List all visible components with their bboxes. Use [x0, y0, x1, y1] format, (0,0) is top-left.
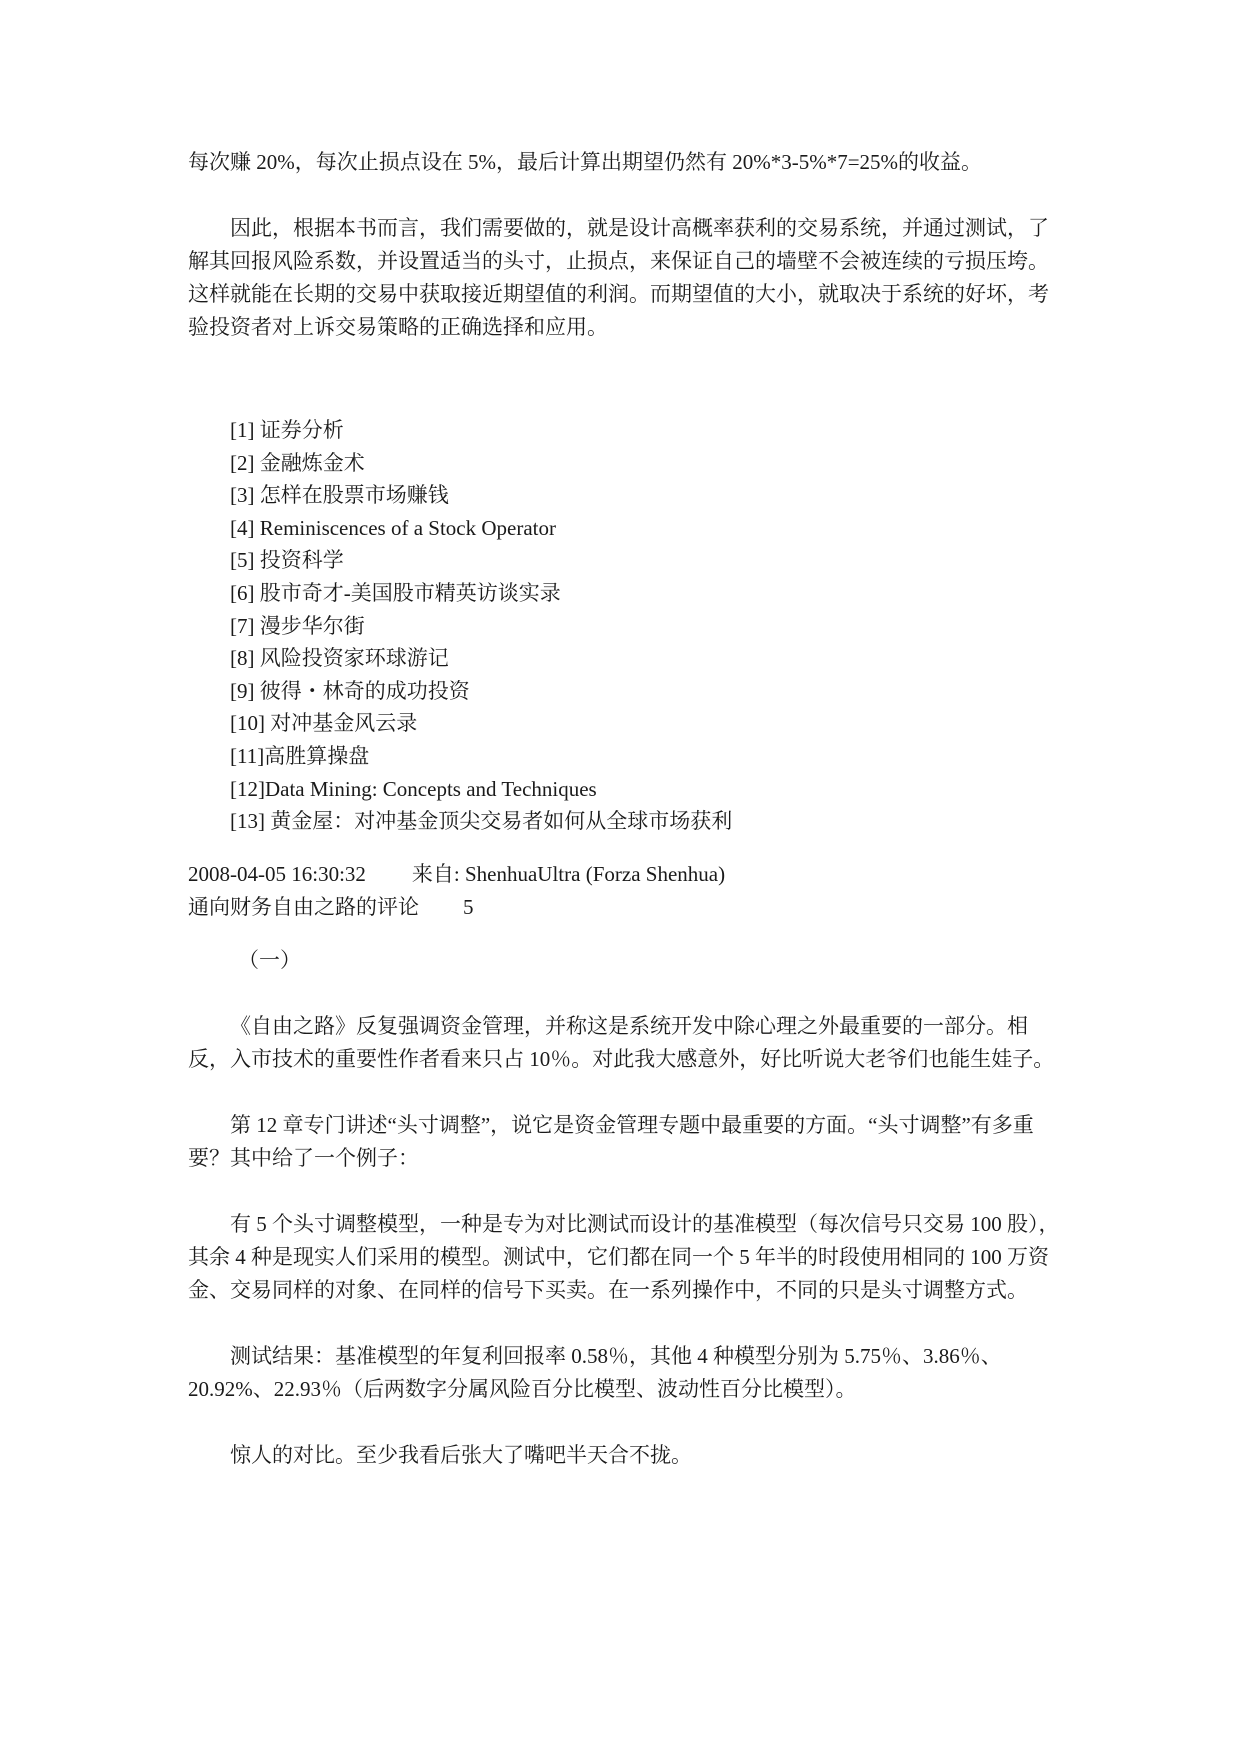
spacer	[188, 1307, 1060, 1340]
reference-item: [6] 股市奇才-美国股市精英访谈实录	[230, 580, 561, 605]
comment-title: 通向财务自由之路的评论	[188, 894, 419, 919]
section-heading: （一）	[238, 947, 301, 972]
spacer	[188, 977, 1060, 1010]
reference-item: [12]Data Mining: Concepts and Techniques	[230, 776, 597, 801]
comment-paragraph: 《自由之路》反复强调资金管理，并称这是系统开发中除心理之外最重要的一部分。相反，入市技术的重要性作者看来只占 10％。对此我大感意外，好比听说大老爷们也能生娃子。	[188, 1013, 1055, 1071]
spacer	[188, 838, 1060, 858]
spacer	[188, 924, 1060, 944]
spacer	[188, 179, 1060, 212]
spacer	[188, 344, 1060, 414]
reference-item: [4] Reminiscences of a Stock Operator	[230, 515, 556, 540]
intro-paragraph: 因此，根据本书而言，我们需要做的，就是设计高概率获利的交易系统，并通过测试，了解其回报风险系数，并设置适当的头寸，止损点，来保证自己的墙壁不会被连续的亏损压垮。这样就能在长期的交易中获取接近期望值的利润。而期望值的大小，就取决于系统的好坏，考验投资者对上诉交易策略的正确选择和应用。	[188, 216, 1049, 339]
reference-item: [3] 怎样在股票市场赚钱	[230, 483, 449, 508]
reference-item: [7] 漫步华尔街	[230, 613, 365, 638]
comment-timestamp: 2008-04-05 16:30:32	[188, 861, 366, 886]
comment-paragraph: 第 12 章专门讲述“头寸调整”，说它是资金管理专题中最重要的方面。“头寸调整”有多重要？其中给了一个例子：	[188, 1112, 1034, 1170]
reference-item: [5] 投资科学	[230, 548, 344, 573]
reference-item: [9] 彼得・林奇的成功投资	[230, 678, 470, 703]
spacer	[188, 1175, 1060, 1208]
document-page	[188, 146, 1060, 1472]
reference-item: [13] 黄金屋：对冲基金顶尖交易者如何从全球市场获利	[230, 809, 733, 834]
reference-item: [10] 对冲基金风云录	[230, 711, 418, 736]
reference-item: [1] 证券分析	[230, 418, 344, 442]
spacer	[188, 1406, 1060, 1439]
comment-paragraph: 有 5 个头寸调整模型，一种是专为对比测试而设计的基准模型（每次信号只交易 100 股），其余 4 种是现实人们采用的模型。测试中，它们都在同一个 5 年半的时段使用相同的 100 万资金、交易同样的对象、在同样的信号下买卖。在一系列操作中，不同的只是头寸调整方式。	[188, 1211, 1060, 1302]
reference-item: [11]高胜算操盘	[230, 743, 370, 768]
comment-paragraph: 测试结果：基准模型的年复利回报率 0.58％，其他 4 种模型分别为 5.75％、3.86％、20.92%、22.93％（后两数字分属风险百分比模型、波动性百分比模型）。	[188, 1343, 1002, 1401]
comment-paragraph: 惊人的对比。至少我看后张大了嘴吧半天合不拢。	[230, 1442, 692, 1467]
reference-item: [8] 风险投资家环球游记	[230, 646, 449, 671]
comment-number: 5	[463, 894, 474, 919]
reference-item: [2] 金融炼金术	[230, 450, 365, 475]
reference-list	[188, 414, 1060, 838]
spacer	[188, 1076, 1060, 1109]
comment-title-line	[188, 891, 1060, 924]
intro-line: 每次赚 20%，每次止损点设在 5%，最后计算出期望仍然有 20%*3-5%*7=25%的收益。	[188, 150, 983, 174]
comment-source: 来自: ShenhuaUltra (Forza Shenhua)	[411, 861, 726, 886]
comment-meta	[188, 858, 1060, 891]
